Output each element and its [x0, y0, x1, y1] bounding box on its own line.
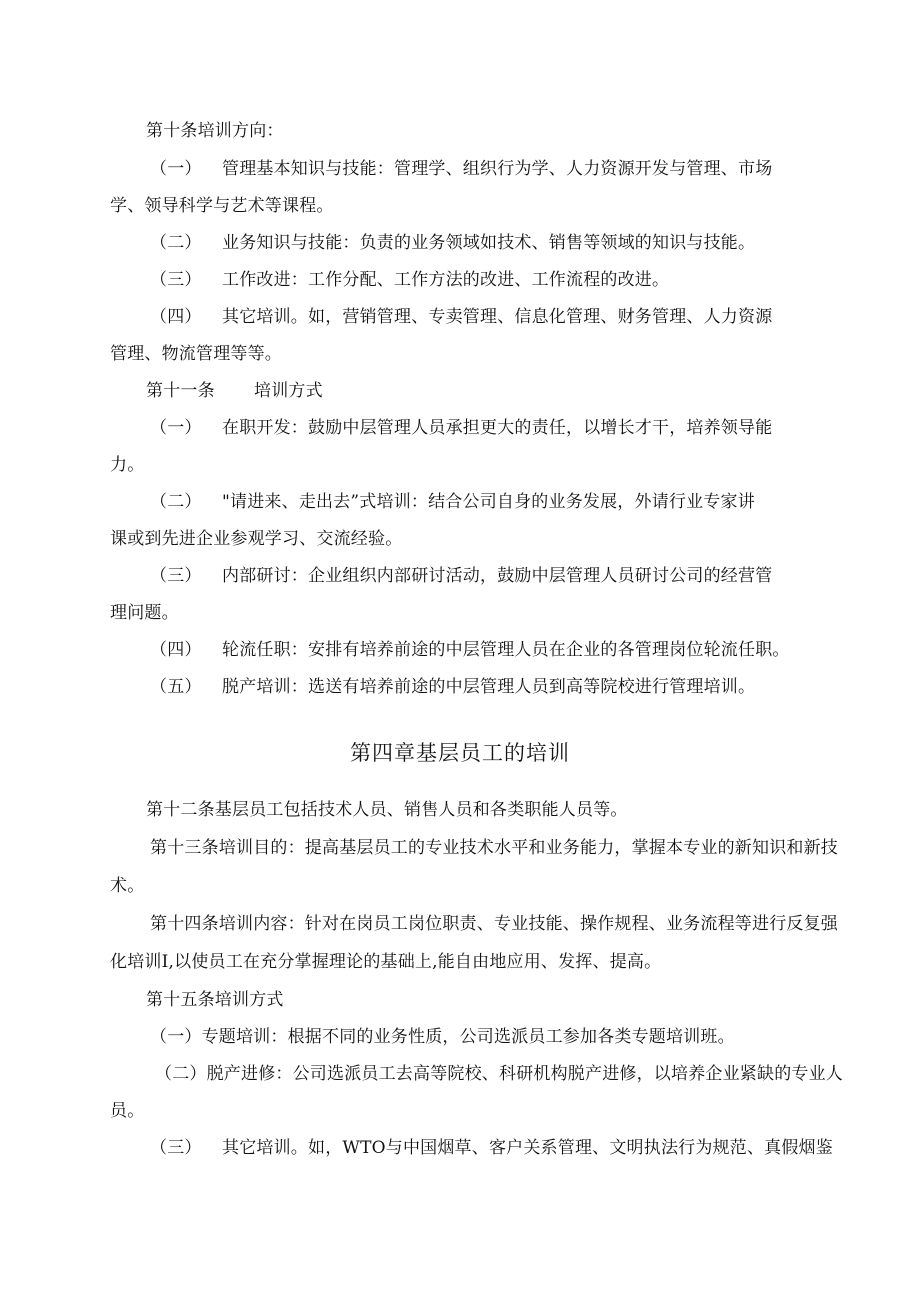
article-12: 第十二条基层员工包括技术人员、销售人员和各类职能人员等。: [146, 800, 628, 820]
item-text: 工作改进：工作分配、工作方法的改进、工作流程的改进。: [222, 270, 670, 290]
article-10-item-2: [150, 233, 755, 253]
article-11-item-3-cont: 理问题。: [110, 603, 179, 623]
article-10-item-1-cont: 学、领导科学与艺术等课程。: [110, 196, 334, 216]
item-label: （二）: [150, 492, 202, 512]
item-label: （二）: [150, 233, 202, 253]
article-10-item-4-cont: 管理、物流管理等等。: [110, 344, 282, 364]
article-15-item-2-cont: 员。: [110, 1101, 145, 1121]
item-text: 业务知识与技能：负责的业务领域如技术、销售等领域的知识与技能。: [222, 233, 756, 253]
item-label: （一）: [150, 418, 202, 438]
article-11-title: 培训方式: [254, 381, 323, 401]
article-11-item-1-cont: 力。: [110, 455, 145, 475]
item-text: 轮流任职：安排有培养前途的中层管理人员在企业的各管理岗位轮流任职。: [222, 640, 790, 660]
item-text: 管理基本知识与技能：管理学、组织行为学、人力资源开发与管理、市场: [222, 159, 773, 179]
item-label: （三）: [150, 566, 202, 586]
chapter-title: 第四章基层员工的培训: [350, 741, 570, 765]
article-11-item-4: [150, 640, 790, 660]
item-label: （三）: [150, 270, 202, 290]
article-10-heading: 第十条培训方向：: [146, 121, 284, 141]
item-text: "请进来、走出去”式培训：结合公司自身的业务发展，外请行业专家讲: [222, 492, 755, 512]
article-13-cont: 术。: [110, 876, 145, 896]
article-14: 第十四条培训内容：针对在岗员工岗位职责、专业技能、操作规程、业务流程等进行反复强: [150, 914, 838, 934]
item-label: （四）: [150, 640, 202, 660]
article-11-label: 第十一条: [146, 381, 215, 401]
item-text: 其它培训。如，营销管理、专卖管理、信息化管理、财务管理、人力资源: [222, 307, 773, 327]
item-label: （五）: [150, 677, 202, 697]
article-11-item-5: [150, 677, 755, 697]
item-text: 脱产培训：选送有培养前途的中层管理人员到高等院校进行管理培训。: [222, 677, 756, 697]
item-label: （三）: [150, 1138, 202, 1158]
article-11-item-2: [150, 492, 755, 512]
article-10-item-3: [150, 270, 669, 290]
article-14-cont: 化培训I,以使员工在充分掌握理论的基础上,能自由地应用、发挥、提高。: [110, 952, 662, 972]
article-11-heading: [146, 381, 323, 401]
item-text: 在职开发：鼓励中层管理人员承担更大的责任，以增长才干，培养领导能: [222, 418, 773, 438]
item-label: （一）: [150, 159, 202, 179]
article-15-item-3: [150, 1138, 833, 1158]
article-15-heading: 第十五条培训方式: [146, 990, 284, 1010]
article-11-item-1: [150, 418, 772, 438]
article-15-item-1: （一）专题培训：根据不同的业务性质，公司选派员工参加各类专题培训班。: [150, 1027, 735, 1047]
article-11-item-2-cont: 课或到先进企业参观学习、交流经验。: [110, 529, 403, 549]
article-10-item-1: [150, 159, 772, 179]
article-10-item-4: [150, 307, 772, 327]
article-13: 第十三条培训目的：提高基层员工的专业技术水平和业务能力，掌握本专业的新知识和新技: [150, 838, 838, 858]
article-11-item-3: [150, 566, 772, 586]
item-label: （四）: [150, 307, 202, 327]
item-text: 其它培训。如，WTO与中国烟草、客户关系管理、文明执法行为规范、真假烟鉴: [222, 1138, 833, 1158]
item-text: 内部研讨：企业组织内部研讨活动，鼓励中层管理人员研讨公司的经营管: [222, 566, 773, 586]
article-15-item-2: （二）脱产进修：公司选派员工去高等院校、科研机构脱产进修，以培养企业紧缺的专业人: [155, 1064, 843, 1084]
